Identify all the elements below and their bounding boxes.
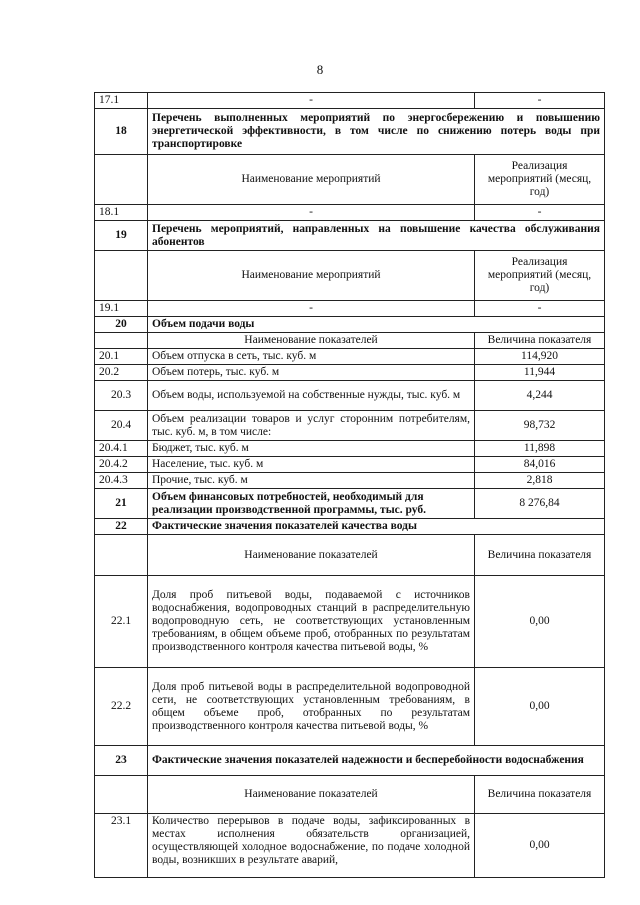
table-row [95,457,605,473]
row-number: 20.4.2 [95,457,148,473]
column-header-name: Наименование показателей [148,333,475,349]
row-name: Объем воды, используемой на собственные нужды, тыс. куб. м [148,381,475,411]
section-title: Фактические значения показателей надежности и бесперебойности водоснабжения [148,746,605,776]
table-row [95,411,605,441]
section-row [95,489,605,519]
table-row [95,441,605,457]
row-number: 20.3 [95,381,148,411]
section-title: Перечень выполненных мероприятий по энергосбережению и повышению энергетической эффективности, в том числе по снижению потерь воды при транспортировке [148,109,605,155]
row-number: 23.1 [95,814,148,878]
row-value: - [475,301,605,317]
report-table [94,92,605,878]
table-row [95,205,605,221]
row-number: 20.2 [95,365,148,381]
row-name: Объем потерь, тыс. куб. м [148,365,475,381]
row-number: 20.4 [95,411,148,441]
section-number: 23 [95,746,148,776]
table-row [95,668,605,746]
row-number: 20.4.1 [95,441,148,457]
row-value: 0,00 [475,668,605,746]
header-row [95,535,605,576]
column-header-value: Величина показателя [475,535,605,576]
row-value: 98,732 [475,411,605,441]
table-row [95,365,605,381]
table-row [95,349,605,365]
column-header-name: Наименование показателей [148,776,475,814]
row-value: - [475,205,605,221]
row-number: 18.1 [95,205,148,221]
section-row [95,519,605,535]
row-value: 0,00 [475,576,605,668]
table-row [95,381,605,411]
row-value: 0,00 [475,814,605,878]
table-row [95,576,605,668]
row-value: 8 276,84 [475,489,605,519]
header-row [95,251,605,301]
row-name: - [148,301,475,317]
row-name: Доля проб питьевой воды, подаваемой с источников водоснабжения, водопроводных станций в распределительную водопроводную сеть, не соответствующих установленным требованиям, в общем объеме проб, отобранных по результатам производственного контроля качества питьевой воды, % [148,576,475,668]
section-row [95,317,605,333]
row-name: Население, тыс. куб. м [148,457,475,473]
row-value: 11,898 [475,441,605,457]
header-row [95,333,605,349]
row-number: 22.1 [95,576,148,668]
section-row [95,109,605,155]
section-title: Перечень мероприятий, направленных на повышение качества обслуживания абонентов [148,221,605,251]
column-header-value: Реализация мероприятий (месяц, год) [475,251,605,301]
row-name: Прочие, тыс. куб. м [148,473,475,489]
row-value: - [475,93,605,109]
section-title: Объем подачи воды [148,317,605,333]
table-row [95,473,605,489]
column-header-name: Наименование мероприятий [148,251,475,301]
row-value: 11,944 [475,365,605,381]
section-number: 19 [95,221,148,251]
section-number: 22 [95,519,148,535]
table-row [95,814,605,878]
section-row [95,746,605,776]
row-name: Количество перерывов в подаче воды, зафиксированных в местах исполнения обязательств организацией, осуществляющей холодное водоснабжение, по подаче холодной воды, возникших в результате аварий, [148,814,475,878]
page-number: 8 [316,62,324,77]
row-value: 114,920 [475,349,605,365]
row-name: Доля проб питьевой воды в распределительной водопроводной сети, не соответствующих установленным требованиям, в общем объеме проб, отобранных по результатам производственного контроля качества питьевой воды, % [148,668,475,746]
row-number: 19.1 [95,301,148,317]
header-row [95,776,605,814]
row-number: 20.1 [95,349,148,365]
table-row [95,93,605,109]
row-value: 4,244 [475,381,605,411]
row-number: 17.1 [95,93,148,109]
section-number: 18 [95,109,148,155]
column-header-value: Реализация мероприятий (месяц, год) [475,155,605,205]
column-header-name: Наименование мероприятий [148,155,475,205]
section-row [95,221,605,251]
row-value: 2,818 [475,473,605,489]
row-name: Объем реализации товаров и услуг сторонним потребителям, тыс. куб. м, в том числе: [148,411,475,441]
row-number: 22.2 [95,668,148,746]
section-number: 21 [95,489,148,519]
row-number: 20.4.3 [95,473,148,489]
column-header-name: Наименование показателей [148,535,475,576]
row-name: - [148,205,475,221]
column-header-value: Величина показателя [475,776,605,814]
section-number: 20 [95,317,148,333]
section-title: Фактические значения показателей качества воды [148,519,605,535]
row-value: 84,016 [475,457,605,473]
column-header-value: Величина показателя [475,333,605,349]
section-title: Объем финансовых потребностей, необходимый для реализации производственной программы, тыс. руб. [148,489,475,519]
table-row [95,301,605,317]
row-name: Бюджет, тыс. куб. м [148,441,475,457]
row-name: - [148,93,475,109]
header-row [95,155,605,205]
row-name: Объем отпуска в сеть, тыс. куб. м [148,349,475,365]
